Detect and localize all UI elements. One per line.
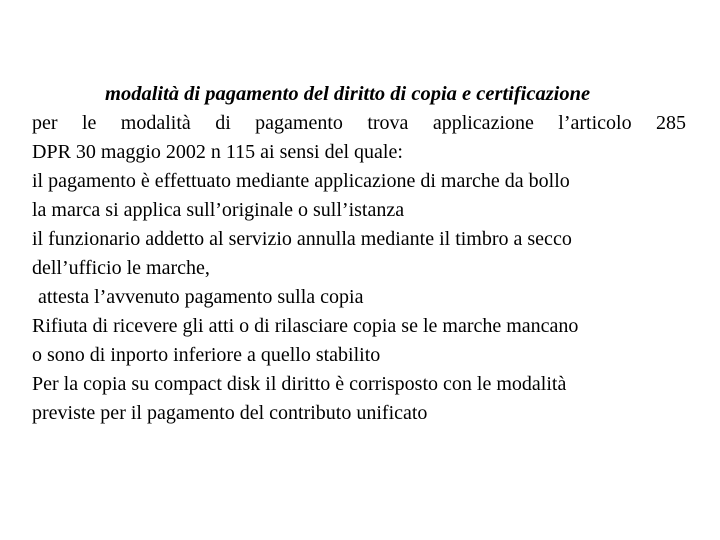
text-line-3: il pagamento è effettuato mediante applicazione di marche da bollo xyxy=(32,170,570,192)
text-line-4: la marca si applica sull’originale o sull’istanza xyxy=(32,199,405,221)
text-line-2: DPR 30 maggio 2002 n 115 ai sensi del quale: xyxy=(32,141,403,163)
text-line-8: Rifiuta di ricevere gli atti o di rilasciare copia se le marche mancano xyxy=(32,315,579,337)
text-line-10: Per la copia su compact disk il diritto è corrisposto con le modalità xyxy=(32,373,567,395)
text-line-11: previste per il pagamento del contributo unificato xyxy=(32,402,428,424)
text-line-9: o sono di inporto inferiore a quello stabilito xyxy=(32,344,381,366)
text-line-7: attesta l’avvenuto pagamento sulla copia xyxy=(38,286,364,308)
text-line-6: dell’ufficio le marche, xyxy=(32,257,210,279)
body-text xyxy=(32,109,686,428)
text-line-5: il funzionario addetto al servizio annulla mediante il timbro a secco xyxy=(32,228,572,250)
slide-title: modalità di pagamento del diritto di copia e certificazione xyxy=(105,83,591,105)
text-line-1: per le modalità di pagamento trova applicazione l’articolo 285 xyxy=(32,112,686,134)
